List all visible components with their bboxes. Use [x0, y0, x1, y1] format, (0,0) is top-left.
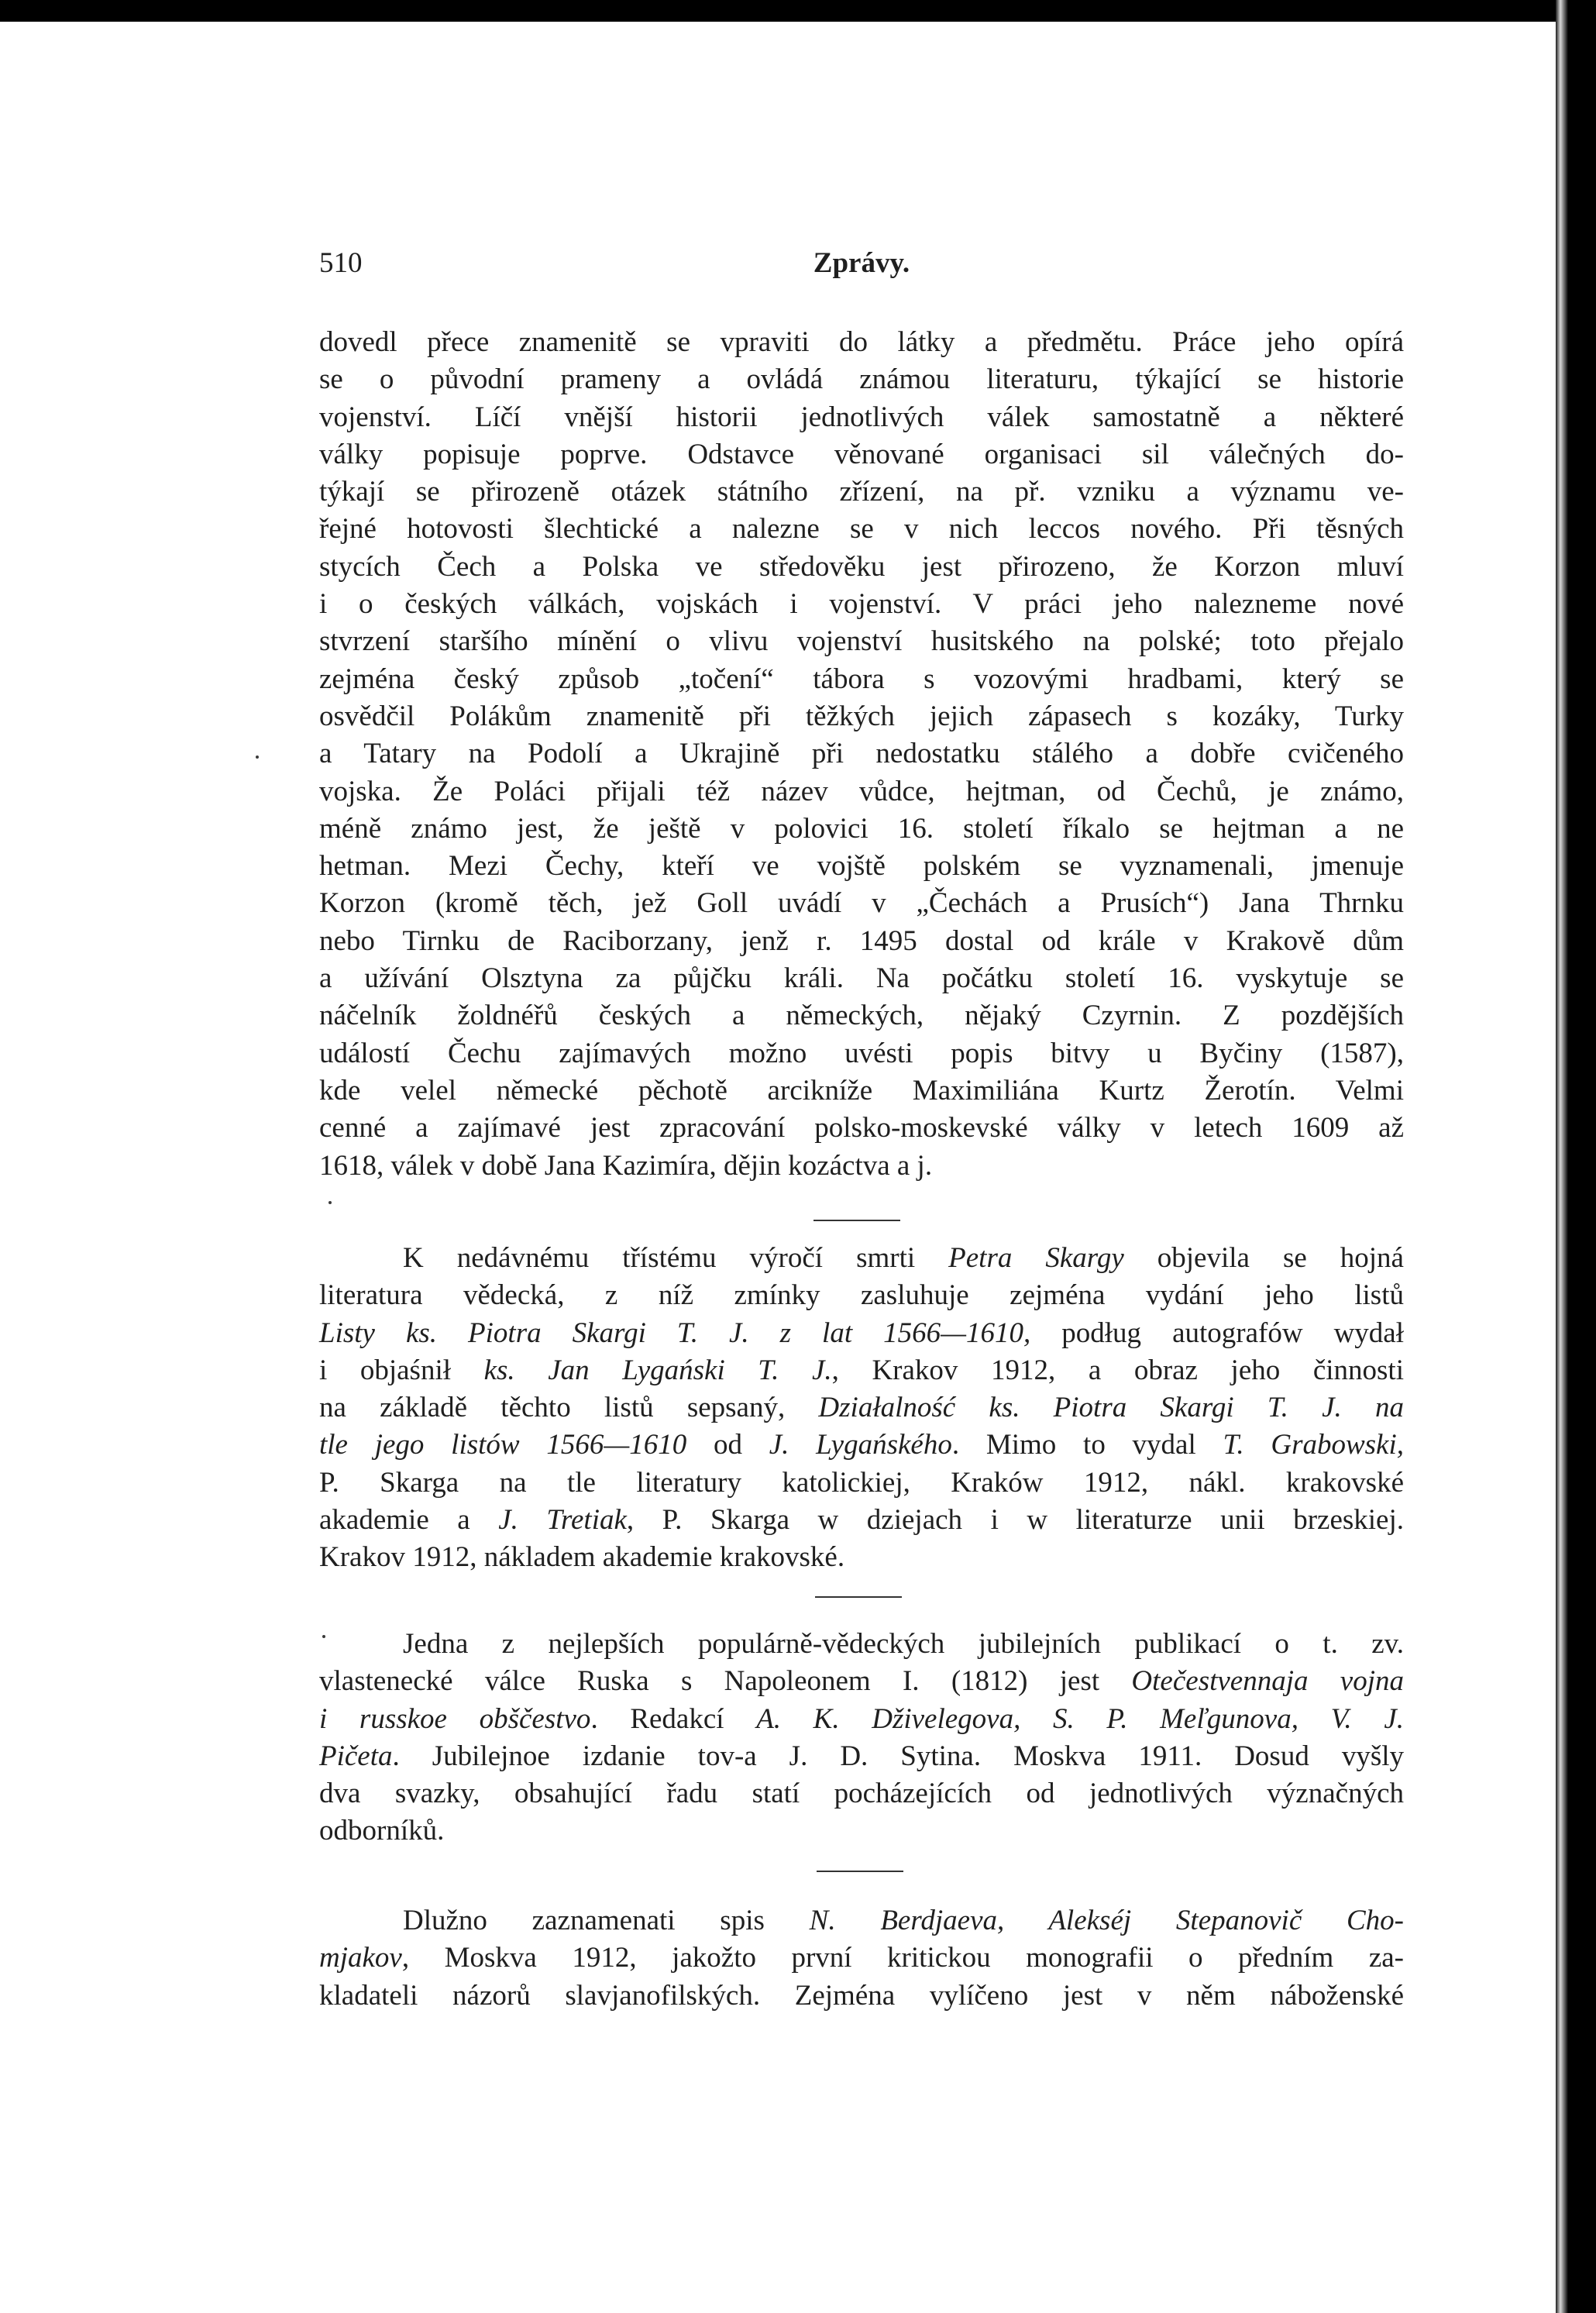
- text-line: kde velel německé pěchotě arcikníže Maximiliána Kurtz Žerotín. Velmi: [319, 1074, 1404, 1107]
- text-line: Pičeta. Jubilejnoe izdanie tov-a J. D. Sytina. Moskva 1911. Dosud vyšly: [319, 1740, 1404, 1772]
- text-line: akademie a J. Tretiak, P. Skarga w dziejach i w literaturze unii brzeskiej.: [319, 1504, 1404, 1537]
- text-line: Krakov 1912, nákladem akademie krakovské.: [319, 1541, 845, 1574]
- text-line: osvědčil Polákům znamenitě při těžkých jejich zápasech s kozáky, Turky: [319, 700, 1404, 732]
- text-line: i objaśnił ks. Jan Lygański T. J., Krakov 1912, a obraz jeho činnosti: [319, 1354, 1404, 1386]
- text-line: a Tatary na Podolí a Ukrajině při nedostatku stálého a dobře cvičeného: [319, 738, 1404, 770]
- author-name: Petra Skargy: [948, 1242, 1124, 1274]
- text-line: vojska. Že Poláci přijali též název vůdce, hejtman, od Čechů, je známo,: [319, 775, 1404, 807]
- text-line: Korzon (kromě těch, jež Goll uvádí v „Čechách a Prusích“) Jana Thrnku: [319, 887, 1404, 920]
- text-line: mjakov, Moskva 1912, jakožto první kritickou monografii o předním za-: [319, 1942, 1404, 1974]
- text-line: i russkoe obščestvo. Redakcí A. K. Dživelegova, S. P. Meľgunova, V. J.: [319, 1702, 1404, 1735]
- author-name: ks. Jan Lygański T. J.: [483, 1354, 832, 1386]
- text-line: zejména český způsob „točení“ tábora s vozovými hradbami, který se: [319, 663, 1404, 695]
- text-line: K nedávnému třístému výročí smrti Petra Skargy objevila se hojná: [403, 1242, 1404, 1274]
- text-line: vlastenecké válce Ruska s Napoleonem I. (1812) jest Otečestvennaja vojna: [319, 1665, 1404, 1698]
- text-line: náčelník žoldnéřů českých a německých, nějaký Czyrnin. Z pozdějších: [319, 1000, 1404, 1032]
- margin-speck: [328, 1201, 332, 1204]
- text-line: řejné hotovosti šlechtické a nalezne se v nich leccos nového. Při těsných: [319, 513, 1404, 546]
- author-name: J. Tretiak: [498, 1504, 627, 1537]
- text-line: vojenství. Líčí vnější historii jednotlivých válek samostatně a některé: [319, 401, 1404, 433]
- page-header: [319, 246, 1404, 293]
- text-line: méně známo jest, že ještě v polovici 16. století říkalo se hejtman a ne: [319, 812, 1404, 845]
- text-line: stycích Čech a Polska ve středověku jest přirozeno, že Korzon mluví: [319, 550, 1404, 583]
- text-line: událostí Čechu zajímavých možno uvésti popis bitvy u Byčiny (1587),: [319, 1037, 1404, 1069]
- paragraph-skarga: [319, 1240, 1404, 1577]
- page-number: 510: [319, 247, 363, 279]
- text-line: Dlužno zaznamenati spis N. Berdjaeva, Alekséj Stepanovič Cho-: [403, 1905, 1404, 1936]
- text-line: dovedl přece znamenitě se vpraviti do látky a předmětu. Práce jeho opírá: [319, 326, 1404, 358]
- text-line: literatura vědecká, z níž zmínky zasluhuje zejména vydání jeho listů: [319, 1279, 1404, 1312]
- text-line: tle jego listów 1566—1610 od J. Lygańského. Mimo to vydal T. Grabowski,: [319, 1429, 1404, 1461]
- text-line: na základě těchto listů sepsaný, Działalność ks. Piotra Skargi T. J. na: [319, 1392, 1404, 1424]
- author-name: Pičeta: [319, 1740, 393, 1772]
- text-line: odborníků.: [319, 1815, 445, 1847]
- book-title: tle jego listów 1566—1610: [319, 1429, 687, 1461]
- text-line: i o českých válkách, vojskách i vojenství. V práci jeho nalezneme nové: [319, 588, 1404, 621]
- book-title: Otečestvennaja vojna: [1131, 1665, 1404, 1698]
- author-name: A. K. Dživelegova, S. P. Meľgunova, V. J.: [756, 1702, 1404, 1735]
- book-title: Działalność ks. Piotra Skargi T. J. na: [818, 1392, 1404, 1424]
- author-name: N. Berdjaeva, Alekséj Stepanovič Cho-: [809, 1905, 1404, 1936]
- text-line: se o původní prameny a ovládá známou literaturu, týkající se historie: [319, 363, 1404, 396]
- author-name: mjakov: [319, 1942, 402, 1974]
- text-line: Jedna z nejlepších populárně-vědeckých jubilejních publikací o t. zv.: [403, 1628, 1404, 1660]
- book-title: Listy ks. Piotra Skargi T. J. z lat 1566—1610,: [319, 1317, 1031, 1349]
- author-name: T. Grabowski,: [1223, 1429, 1404, 1461]
- book-title: i russkoe obščestvo: [319, 1702, 591, 1735]
- text-line: cenné a zajímavé jest zpracování polsko-moskevské války v letech 1609 až: [319, 1112, 1404, 1144]
- text-line: dva svazky, obsahující řadu statí pocházejících od jednotlivých význačných: [319, 1778, 1404, 1810]
- page-binding-edge: [1556, 0, 1596, 2313]
- paragraph-napoleon: [319, 1626, 1404, 1850]
- text-line: 1618, válek v době Jana Kazimíra, dějin kozáctva a j.: [319, 1149, 933, 1182]
- text-line: týkají se přirozeně otázek státního zřízení, na př. vzniku a významu ve-: [319, 476, 1404, 508]
- text-line: kladateli názorů slavjanofilských. Zejména vylíčeno jest v něm náboženské: [319, 1979, 1404, 2012]
- text-line: Listy ks. Piotra Skargi T. J. z lat 1566—1610, podług autografów wydał: [319, 1317, 1404, 1349]
- section-divider: [817, 1871, 903, 1872]
- text-line: stvrzení staršího mínění o vlivu vojenství husitského na polské; toto přejalo: [319, 625, 1404, 658]
- text-line: a užívání Olsztyna za půjčku králi. Na počátku století 16. vyskytuje se: [319, 962, 1404, 995]
- margin-speck: [256, 756, 259, 759]
- paragraph-chomjakov: [319, 1902, 1404, 2015]
- text-line: války popisuje poprve. Odstavce věnované organisaci sil válečných do-: [319, 438, 1404, 470]
- author-name: J. Lygańského: [769, 1429, 952, 1461]
- text-line: hetman. Mezi Čechy, kteří ve vojště polském se vyznamenali, jmenuje: [319, 850, 1404, 883]
- section-divider: [813, 1220, 900, 1221]
- section-divider: [815, 1596, 902, 1598]
- text-line: P. Skarga na tle literatury katolickiej, Kraków 1912, nákl. krakovské: [319, 1466, 1404, 1499]
- running-title: Zprávy.: [813, 247, 910, 279]
- text-line: nebo Tirnku de Raciborzany, jenž r. 1495 dostal od krále v Krakově dům: [319, 924, 1404, 957]
- paragraph-korzon: [319, 324, 1404, 1185]
